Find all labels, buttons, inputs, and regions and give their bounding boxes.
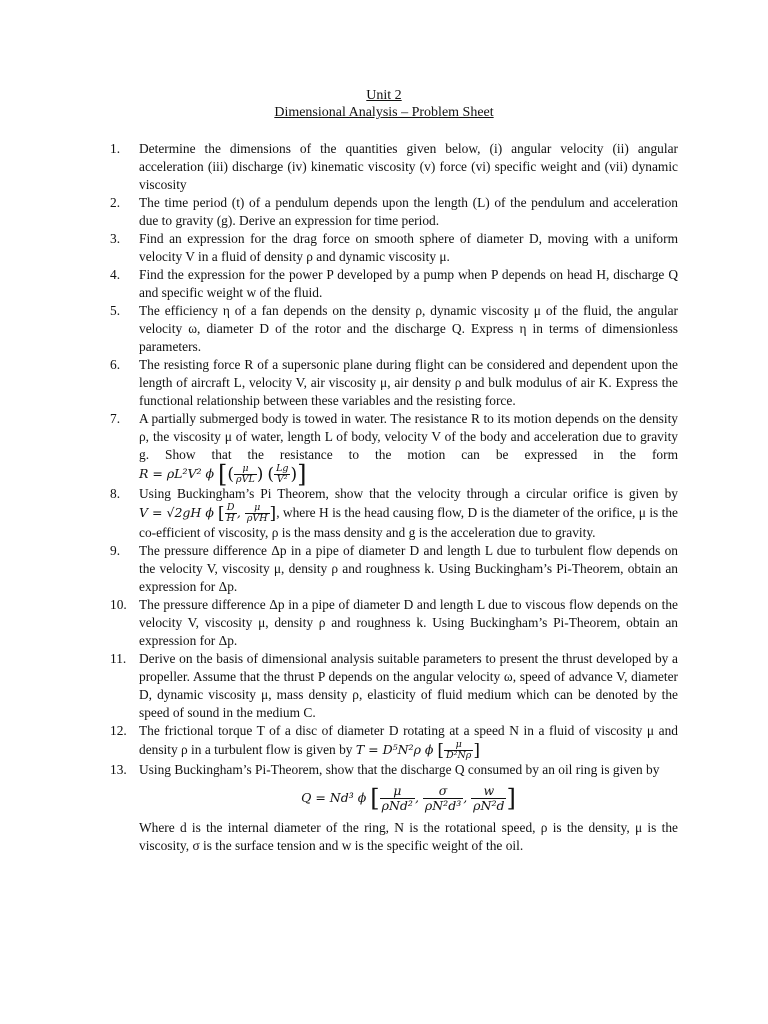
problem-item: 13. Using Buckingham’s Pi-Theorem, show that the discharge Q consumed by an oil ring is given by Q = Nd³ ϕ [ $\frac{\mu}{\text{ρNd²}}$ , $\frac{\sigma}{\text{ρN²d³}}$ , $\frac{w}{\text{ρN²d}}$ ] Where d is the internal diameter of the ring, N is the rotational speed, ρ is the density, μ is the viscosity, σ is the surface tension and w is the specific weight of the oil. bbox=[110, 762, 678, 853]
velocity-formula: V = √2gH ϕ [ $\frac{D}{H}$ , $\frac{\mu}{\text{ρVH}}$ ] bbox=[139, 502, 277, 524]
problem-item: 3. Find an expression for the drag force on smooth sphere of diameter D, moving with a uniform velocity V in a fluid of density ρ and dynamic viscosity μ. bbox=[110, 231, 678, 264]
problem-item: 5. The efficiency η of a fan depends on the density ρ, dynamic viscosity μ of the fluid, the angular velocity ω, diameter D of the rotor and the discharge Q. Express η in terms of dimensionless parameters. bbox=[110, 303, 678, 354]
problem-item: 1. Determine the dimensions of the quantities given below, (i) angular velocity (ii) angular acceleration (iii) discharge (iv) kinematic viscosity (v) force (vi) specific weight and (vii) dynamic viscosity bbox=[110, 141, 678, 192]
torque-formula: T = D⁵N²ρ ϕ [ $\frac{\mu}{\text{D²Nρ}}$ ] bbox=[355, 739, 481, 761]
resistance-formula: R = ρL²V² ϕ [( $\frac{\mu}{\text{ρVL}}$ ) ( $\frac{Lg}{\text{V²}}$ )] bbox=[139, 460, 307, 489]
problem-item: 10. The pressure difference Δp in a pipe of diameter D and length L due to viscous flow depends on the velocity V, viscosity μ, density ρ and roughness k. Using Buckingham’s Pi-Theorem, obtain an expression for Δp. bbox=[110, 597, 678, 648]
discharge-formula: Q = Nd³ ϕ [ $\frac{\mu}{\text{ρNd²}}$ , $\frac{\sigma}{\text{ρN²d³}}$ , $\frac{w}{\text{ρN²d}}$ ] bbox=[301, 783, 516, 813]
problem-item: 2. The time period (t) of a pendulum depends upon the length (L) of the pendulum and acceleration due to gravity (g). Derive an expression for time period. bbox=[110, 195, 678, 228]
problem-item: 7. A partially submerged body is towed in water. The resistance R to its motion depends on the density ρ, the viscosity μ of water, length L of body, velocity V of the body and acceleration due to gravity g. Show that the resistance to the motion can be expressed in the form R = ρL²V² ϕ [( $\frac{\mu}{\text{ρVL}}$ ) ( $\frac{Lg}{\text{V²}}$ )] bbox=[110, 411, 678, 489]
problem-item: 12. The frictional torque T of a disc of diameter D rotating at a speed N in a fluid of viscosity μ and density ρ in a turbulent flow is given by T = D⁵N²ρ ϕ [ $\frac{\mu}{\text{D²Nρ}}$ ] bbox=[110, 723, 678, 761]
problem-list bbox=[110, 140, 678, 855]
sheet-title: Dimensional Analysis – Problem Sheet bbox=[274, 105, 494, 120]
problem-item: 6. The resisting force R of a supersonic plane during flight can be considered and dependent upon the length of aircraft L, velocity V, air viscosity μ, air density ρ and bulk modulus of air K. Express the functional relationship between these variables and the resisting force. bbox=[110, 357, 678, 408]
unit-heading: Unit 2 bbox=[366, 88, 402, 103]
problem-item: 4. Find the expression for the power P developed by a pump when P depends on head H, discharge Q and specific weight w of the fluid. bbox=[110, 267, 678, 300]
problem-item: 8. Using Buckingham’s Pi Theorem, show that the velocity through a circular orifice is given by V = √2gH ϕ [ $\frac{D}{H}$ , $\frac{\mu}{\text{ρVH}}$ ], where H is the head causing flow, D is the diameter of the orifice, μ is the co-efficient of viscosity, ρ is the mass density and g is the acceleration due to gravity. bbox=[110, 486, 678, 540]
problem-item: 11. Derive on the basis of dimensional analysis suitable parameters to present the thrust developed by a propeller. Assume that the thrust P depends on the angular velocity ω, speed of advance V, diameter D, dynamic viscosity μ, mass density ρ, elasticity of fluid medium which can be denoted by the speed of sound in the medium C. bbox=[110, 651, 678, 720]
problem-item: 9. The pressure difference Δp in a pipe of diameter D and length L due to turbulent flow depends on the velocity V, viscosity μ, density ρ and roughness k. Using Buckingham’s Pi-Theorem, obtain an expression for Δp. bbox=[110, 543, 678, 594]
